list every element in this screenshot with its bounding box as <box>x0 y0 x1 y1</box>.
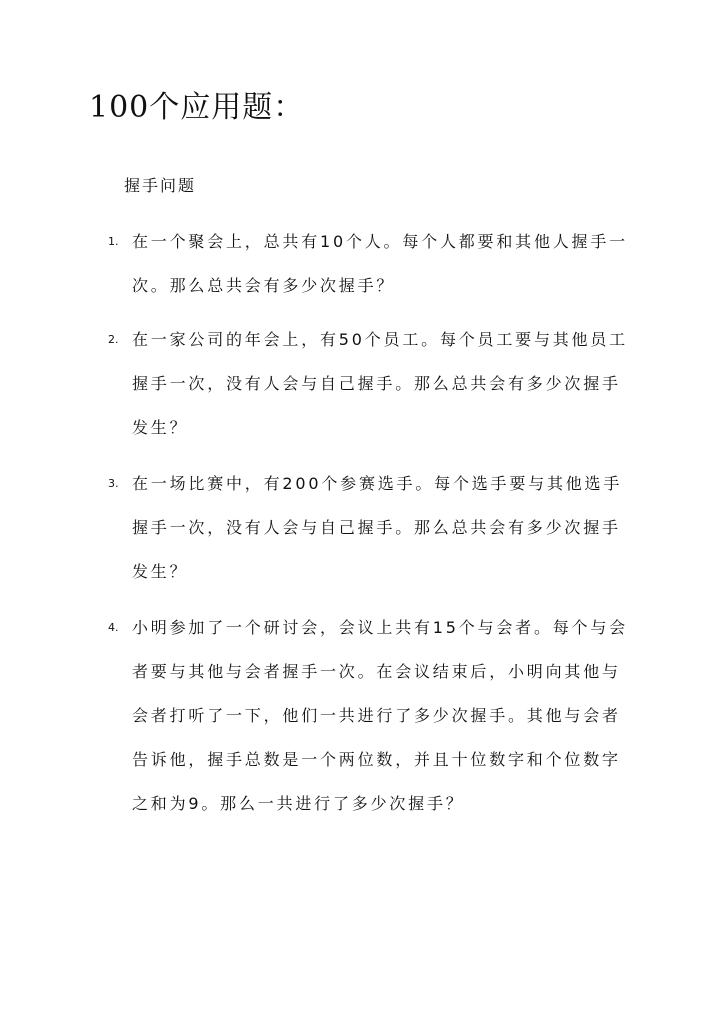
question-number: 3. <box>108 477 119 490</box>
question-text: 在一家公司的年会上，有50个员工。每个员工要与其他员工握手一次，没有人会与自己握手。那么总共会有多少次握手发生？ <box>132 330 628 437</box>
question-text: 小明参加了一个研讨会，会议上共有15个与会者。每个与会者要与其他与会者握手一次。在会议结束后，小明向其他与会者打听了一下，他们一共进行了多少次握手。其他与会者告诉他，握手总数是一个两位数，并且十位数字和个位数字之和为9。那么一共进行了多少次握手？ <box>132 618 628 813</box>
section-title: 握手问题 <box>124 176 197 195</box>
question-text: 在一场比赛中，有200个参赛选手。每个选手要与其他选手握手一次，没有人会与自己握手。那么总共会有多少次握手发生？ <box>132 474 623 581</box>
question-text: 在一个聚会上，总共有10个人。每个人都要和其他人握手一次。那么总共会有多少次握手？ <box>132 232 628 295</box>
question-number: 4. <box>108 621 119 634</box>
question-number: 1. <box>108 235 119 248</box>
question-number: 2. <box>108 333 119 346</box>
document-title: 100个应用题： <box>89 90 305 125</box>
